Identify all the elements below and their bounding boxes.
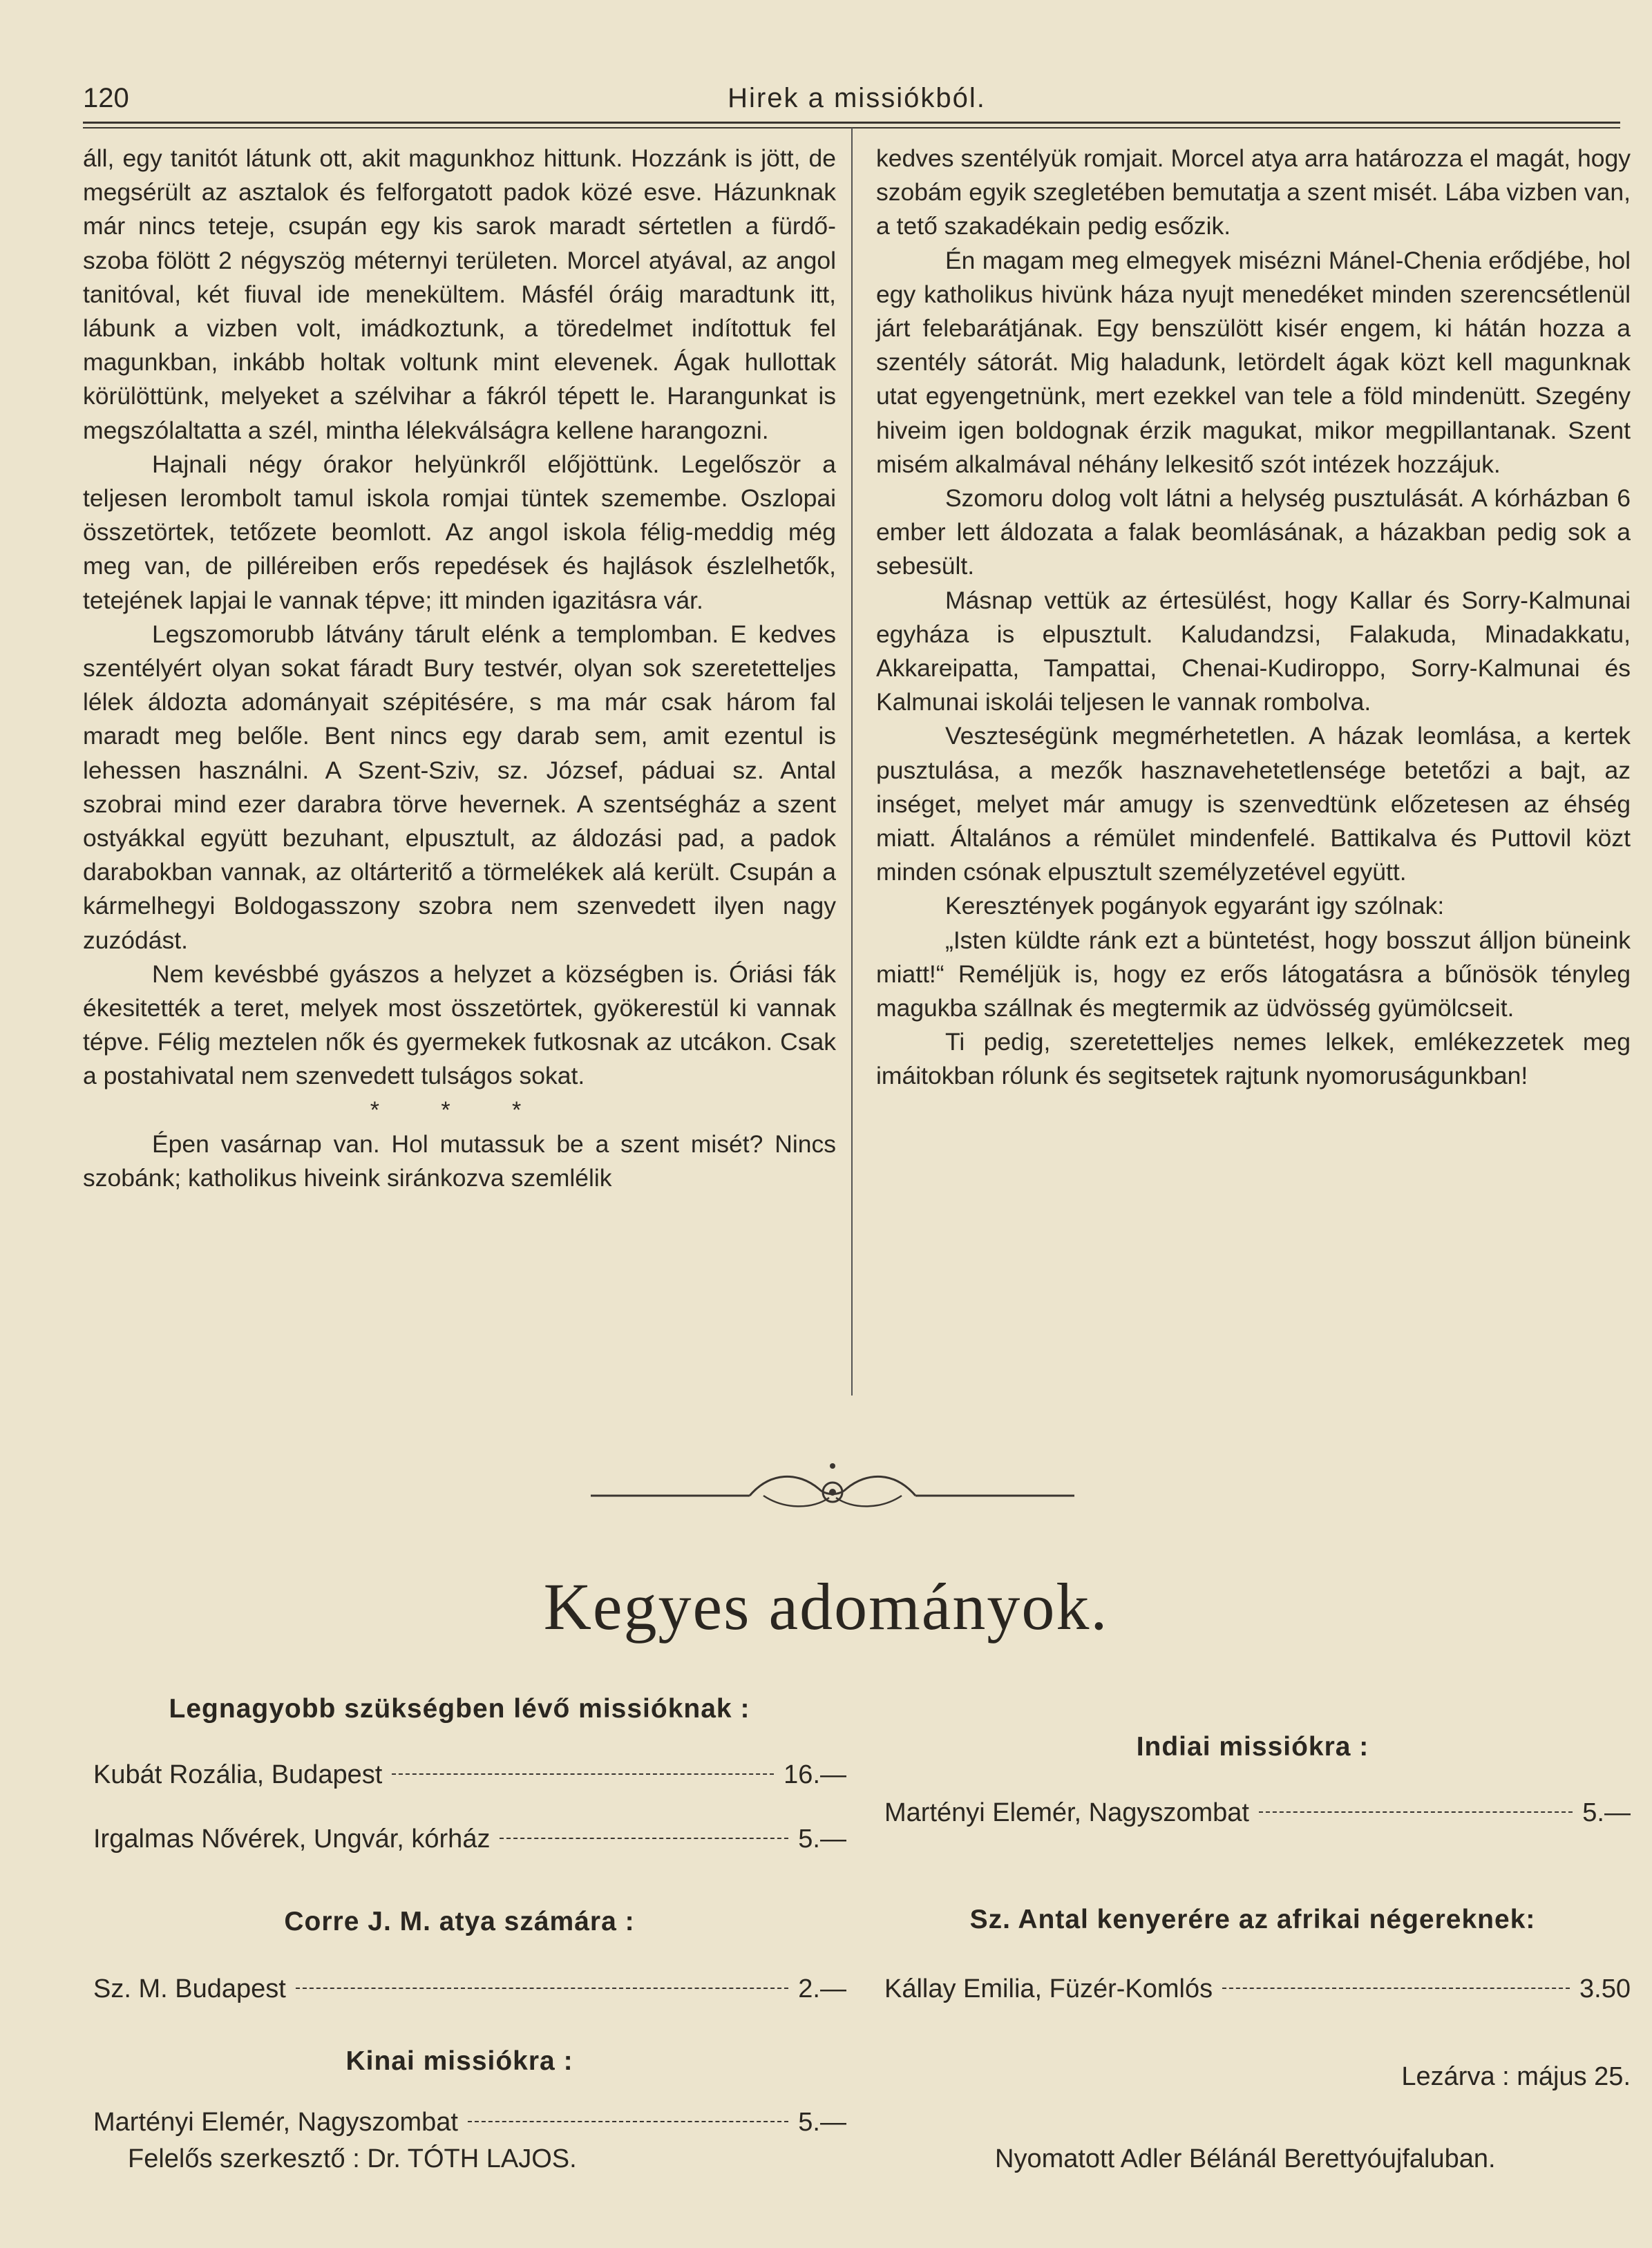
donation-amount: 3.50 [1579, 1974, 1631, 2003]
footer-printer: Nyomatott Adler Bélánál Berettyóujfaluban. [995, 2144, 1496, 2173]
leader-dashes [296, 1988, 788, 1989]
donation-row [884, 1796, 1631, 1829]
leader-dashes [468, 2121, 788, 2122]
donations-title: Kegyes adományok. [543, 1570, 1109, 1644]
donation-row [93, 1758, 846, 1791]
closing-date: Lezárva : május 25. [1401, 2062, 1631, 2091]
donation-amount: 5.— [798, 1825, 846, 1854]
leader-dashes [392, 1773, 774, 1775]
decorative-ornament-icon [591, 1458, 1074, 1513]
donor-name: Martényi Elemér, Nagyszombat [884, 1798, 1249, 1827]
leader-dashes [1222, 1988, 1570, 1989]
donations-heading-indian-missions: Indiai missiókra : [1136, 1732, 1369, 1762]
donation-amount: 5.— [798, 2108, 846, 2137]
donation-row [93, 1972, 846, 2006]
paragraph: Szomoru dolog volt látni a helység pusztulását. A kórházban 6 ember lett áldozata a falak beomlásának, a házakban pedig sok a sebesült. [876, 484, 1631, 580]
donation-row [884, 1972, 1631, 2006]
paragraph: Ti pedig, szeretetteljes nemes lelkek, emlékezzetek meg imáitokban rólunk és segitsetek rajtunk nyomoruságunkban! [876, 1028, 1631, 1090]
paragraph: Épen vasárnap van. Hol mutassuk be a szent misét? Nincs szobánk; katholikus hiveink siránkozva szemlélik [83, 1130, 836, 1192]
donor-name: Kubát Rozália, Budapest [93, 1760, 383, 1789]
paragraph: Én magam meg elmegyek misézni Mánel-Chenia erődjébe, hol egy katholikus hivünk háza nyujt menedéket minden szerencsétlenül járt felebarátjának. Egy benszülött kisér engem, ki hátán hozza a szentély sátorát. Mig haladunk, letördelt ágak közt kell magunknak utat egyengetnünk, mert ezekkel van tele a föld mindenütt. Szegény hiveim igen boldognak érzik magukat, mikor megpillantanak. Szent misém alkalmával néhány lelkesitő szót intézek hozzájuk. [876, 246, 1631, 478]
paragraph: „Isten küldte ránk ezt a büntetést, hogy bosszut álljon büneink miatt!“ Reméljük is, hogy ez erős látogatásra a bűnösök tényleg magukba szállnak és megtermik az üdvösség gyümölcseit. [876, 926, 1631, 1022]
donation-amount: 2.— [798, 1974, 846, 2003]
donations-heading-corre: Corre J. M. atya számára : [284, 1907, 635, 1936]
donor-name: Sz. M. Budapest [93, 1974, 286, 2003]
donation-row [93, 2106, 846, 2139]
paragraph: Másnap vettük az értesülést, hogy Kallar és Sorry-Kalmunai egyháza is elpusztult. Kaludandzsi, Falakuda, Minadakkatu, Akkareipatta, Tampattai, Chenai-Kudiroppo, Sorry-Kalmunai és Kalmunai iskolái teljesen le vannak rombolva. [876, 586, 1631, 716]
donation-amount: 16.— [784, 1760, 846, 1789]
header-rule [83, 122, 1620, 124]
paragraph: Nem kevésbbé gyászos a helyzet a községben is. Óriási fák ékesitették a teret, melyek most összetörtek, gyökerestül ki vannak tépve. Félig meztelen nők és gyermekek futkosnak az utcákon. Csak a postahivatal nem szenvedett tulságos sokat. [83, 960, 836, 1090]
paragraph: Keresztények pogányok egyaránt igy szólnak: [945, 892, 1445, 920]
paragraph: Hajnali négy órakor helyünkről előjöttünk. Legelőször a teljesen lerombolt tamul iskola romjai tüntek szemembe. Oszlopai összetörtek, tetőzete beomlott. Az angol iskola félig-meddig még meg van, de pilléreiben erős repedések és hajlások észlelhetők, tetejének lapjai le vannak tépve; itt minden igazitásra vár. [83, 450, 836, 614]
donor-name: Martényi Elemér, Nagyszombat [93, 2108, 458, 2137]
leader-dashes [500, 1838, 788, 1839]
right-column [876, 142, 1631, 1094]
donations-heading-st-anthony-bread: Sz. Antal kenyerére az afrikai négereknek: [969, 1905, 1536, 1934]
running-title: Hirek a missiókból. [728, 83, 986, 113]
donor-name: Irgalmas Nővérek, Ungvár, kórház [93, 1825, 491, 1854]
paragraph: Legszomorubb látvány tárult elénk a templomban. E kedves szentélyért olyan sokat fáradt Bury testvér, olyan sok szeretetteljes lélek áldozta adományait szépitésére, s ma már csak három fal maradt meg belőle. Bent nincs egy darab sem, amit ezentul is lehessen használni. A Szent-Sziv, sz. József, páduai sz. Antal szobrai mind ezer darabra törve hevernek. A szentségház a szent ostyákkal együtt bezuhant, elpusztult, az áldozási pad, a padok darabokban vannak, az oltárteritő a törmelékek alá került. Csupán a kármelhegyi Boldogasszony szobra nem szenvedett ilyen nagy zuzódást. [83, 620, 836, 954]
footer-editor: Felelős szerkesztő : Dr. TÓTH LAJOS. [128, 2144, 577, 2173]
leader-dashes [1259, 1811, 1573, 1813]
donations-heading-neediest-missions: Legnagyobb szükségben lévő missióknak : [169, 1694, 750, 1724]
donations-heading-chinese-missions: Kinai missiókra : [345, 2046, 573, 2076]
section-separator-stars: * * * [370, 1096, 549, 1123]
left-column [83, 142, 836, 1195]
paragraph: áll, egy tanitót látunk ott, akit magunkhoz hittunk. Hozzánk is jött, de megsérült az asztalok és felforgatott padok közé esve. Házunknak már nincs teteje, csupán egy kis sarok maradt sértetlen a fürdő-szoba fölött 2 négyszög méternyi területen. Morcel atyával, az angol tanitóval, két fiuval ide menekültem. Másfél óráig maradtunk itt, lábunk a vizben volt, imádkoztunk, a töredelmet indítottuk fel magunkban, inkább holtak voltunk mint elevenek. Ágak hullottak körülöttünk, melyeket a szélvihar a fákról tépett le. Harangunkat is megszólaltatta a szél, mintha lélekválságra kellene harangozni. [83, 144, 836, 444]
column-divider [851, 128, 853, 1396]
page-header [83, 83, 1631, 124]
page-number: 120 [83, 83, 129, 113]
paragraph: Veszteségünk megmérhetetlen. A házak leomlása, a kertek pusztulása, a mezők hasznavehetetlensége betetőzi a bajt, az inséget, melyet már amugy is szenvedtünk előzetesen az éhség miatt. Általános a rémület mindenfelé. Battikalva és Puttovil közt minden csónak elpusztult személyzetével együtt. [876, 722, 1631, 886]
donor-name: Kállay Emilia, Füzér-Komlós [884, 1974, 1213, 2003]
donation-row [93, 1822, 846, 1856]
paragraph: kedves szentélyük romjait. Morcel atya arra határozza el magát, hogy szobám egyik szegletében bemutatja a szent misét. Lába vizben van, a tető szakadékain pedig esőzik. [876, 144, 1631, 240]
donation-amount: 5.— [1582, 1798, 1631, 1827]
